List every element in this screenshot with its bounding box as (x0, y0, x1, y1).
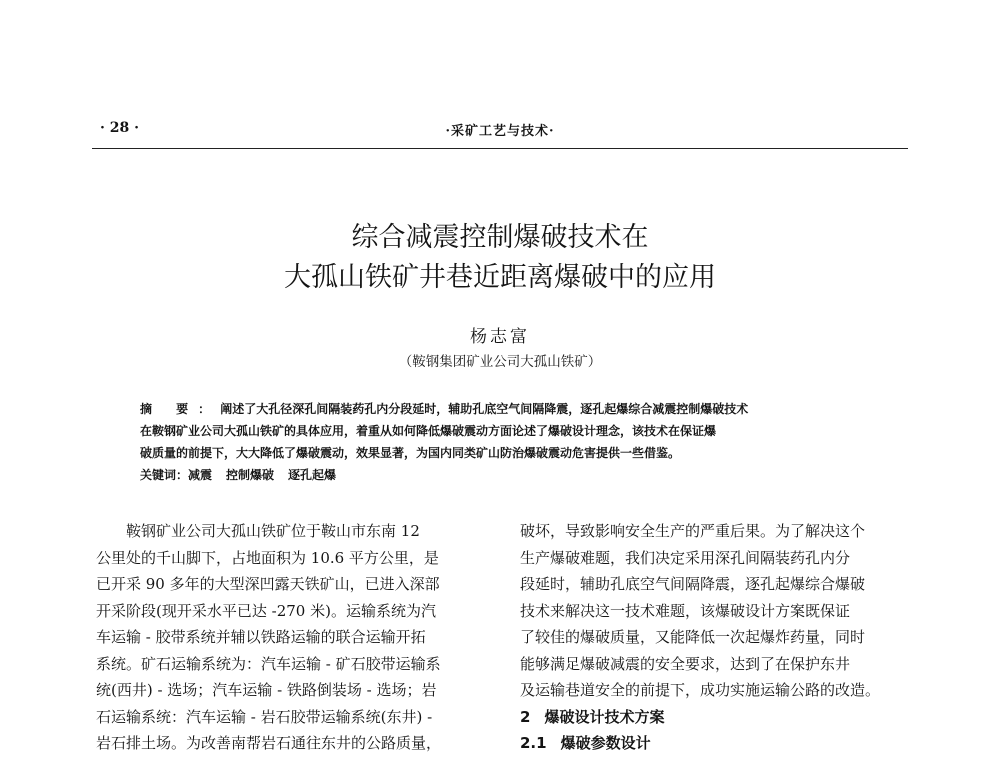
subsection-title: 爆破参数设计 (560, 734, 651, 752)
author-name: 杨志富 (470, 327, 530, 347)
paragraph-line: 鞍钢矿业公司大孤山铁矿位于鞍山市东南 12 (126, 522, 420, 540)
paragraph-line: 破坏，导致影响安全生产的严重后果。为了解决这个 (520, 522, 866, 540)
paragraph-line: 开采阶段(现开采水平已达 -270 米)。运输系统为汽 (96, 601, 436, 620)
subsection-number: 2.1 (520, 734, 547, 752)
keyword: 减震 (188, 468, 213, 482)
body-right-column (520, 518, 920, 757)
keyword: 控制爆破 (226, 468, 275, 482)
paragraph-line: 及运输巷道安全的前提下，成功实施运输公路的改造。 (520, 681, 881, 699)
section-heading (520, 704, 920, 731)
section-title: 爆破设计技术方案 (544, 707, 665, 726)
paragraph-line: 岩石排土场。为改善南帮岩石通往东井的公路质量， (96, 734, 442, 752)
paragraph-line: 统(西井) - 选场；汽车运输 - 铁路倒装场 - 选场；岩 (96, 681, 437, 699)
paragraph-line: 系统。矿石运输系统为：汽车运输 - 矿石胶带运输系 (96, 654, 441, 673)
page-number: · 28 · (100, 120, 139, 136)
body-left-column (96, 518, 496, 757)
paragraph-line: 生产爆破难题，我们决定采用深孔间隔装药孔内分 (520, 548, 851, 567)
paragraph-line: 石运输系统：汽车运输 - 岩石胶带运输系统(东井) - (96, 707, 433, 726)
running-title: ·采矿工艺与技术· (445, 124, 555, 139)
keyword: 逐孔起爆 (288, 468, 337, 482)
paragraph-line: 段延时，辅助孔底空气间隔降震，逐孔起爆综合爆破 (520, 575, 866, 593)
abstract-line (140, 398, 870, 420)
subsection-heading (520, 730, 920, 757)
abstract-block (140, 398, 870, 486)
keywords-label: 关键词： (140, 468, 189, 482)
header-divider (92, 148, 908, 149)
paragraph-line: 已开采 90 多年的大型深凹露天铁矿山，已进入深部 (96, 575, 440, 593)
author-affiliation: （鞍钢集团矿业公司大孤山铁矿） (398, 354, 602, 370)
paragraph-line: 能够满足爆破减震的安全要求，达到了在保护东井 (520, 654, 851, 673)
paragraph-line: 公里处的千山脚下，占地面积为 10.6 平方公里，是 (96, 548, 439, 567)
abstract-line: 破质量的前提下，大大降低了爆破震动，效果显著，为国内同类矿山防治爆破震动危害提供一些借鉴。 (140, 446, 681, 460)
abstract-line: 在鞍钢矿业公司大孤山铁矿的具体应用，着重从如何降低爆破震动方面论述了爆破设计理念，该技术在保证爆 (140, 424, 717, 438)
page-header (92, 118, 908, 142)
paragraph-line: 了较佳的爆破质量，又能降低一次起爆炸药量，同时 (520, 628, 866, 646)
paragraph-line: 技术来解决这一技术难题，该爆破设计方案既保证 (520, 601, 851, 620)
article-title (92, 218, 908, 298)
abstract-text: 阐述了大孔径深孔间隔装药孔内分段延时，辅助孔底空气间隔降震，逐孔起爆综合减震控制爆破技术 (220, 402, 749, 416)
abstract-label: 摘 要： (140, 402, 221, 416)
keywords-line (140, 464, 870, 486)
paragraph-line: 车运输 - 胶带系统并辅以铁路运输的联合运输开拓 (96, 628, 426, 646)
section-number: 2 (520, 707, 531, 726)
title-line-2: 大孤山铁矿井巷近距离爆破中的应用 (284, 262, 716, 293)
title-line-1: 综合减震控制爆破技术在 (351, 222, 649, 253)
